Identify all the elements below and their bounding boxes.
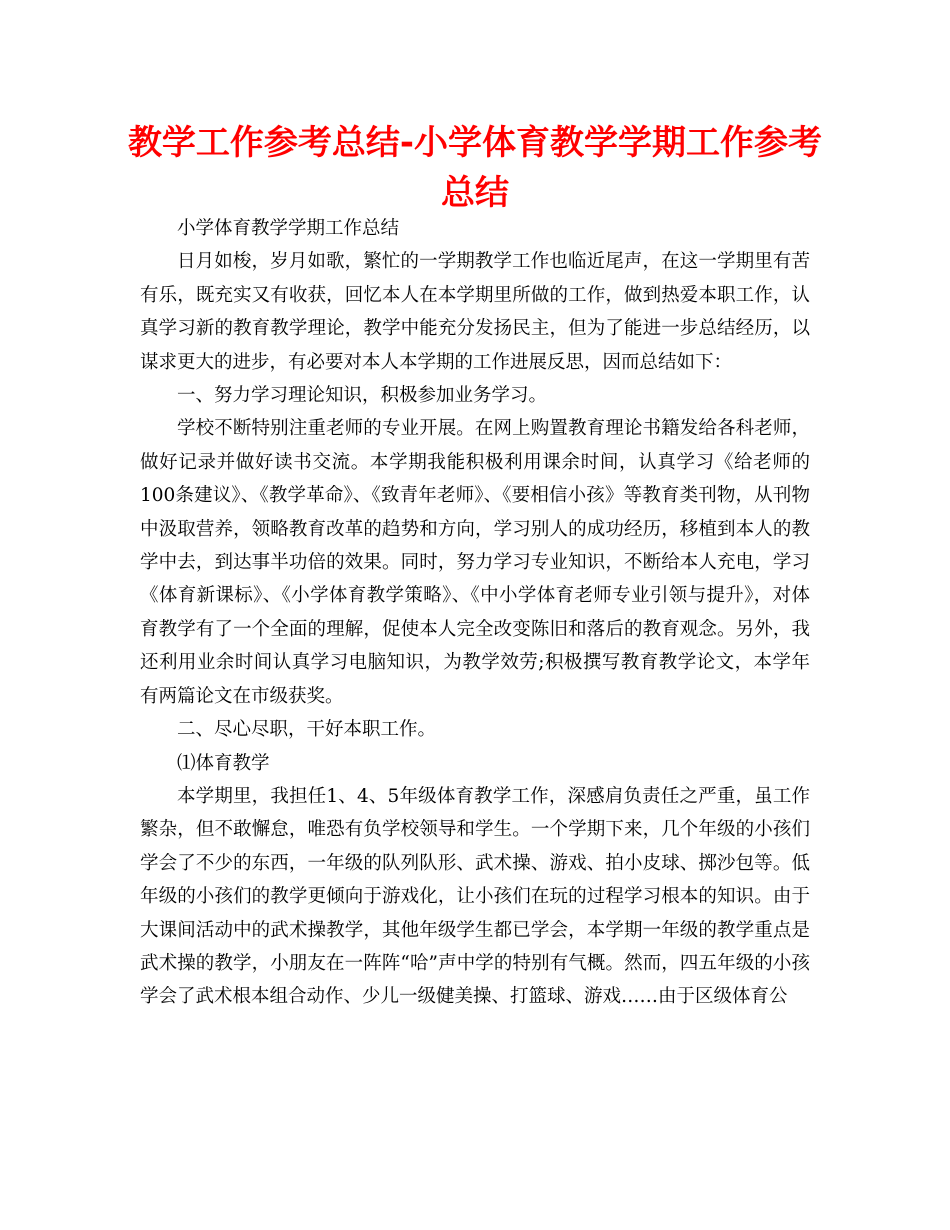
- paragraph-subtitle: 小学体育教学学期工作总结: [177, 218, 400, 239]
- paragraph-section-2: 本学期里，我担任1、4、5年级体育教学工作，深感肩负责任之严重，虽工作繁杂，但不敢懈怠，唯恐有负学校领导和学生。一个学期下来，几个年级的小孩们学会了不少的东西，一年级的队列队形、武术操、游戏、拍小皮球、掷沙包等。低年级的小孩们的教学更倾向于游戏化，让小孩们在玩的过程学习根本的知识。由于大课间活动中的武术操教学，其他年级学生都已学会，本学期一年级的教学重点是武术操的教学，小朋友在一阵阵“哈”声中学的特别有气概。然而，四五年级的小孩学会了武术根本组合动作、少儿一级健美操、打篮球、游戏……由于区级体育公: [140, 785, 810, 1008]
- subsection-heading-1: ⑴体育教学: [177, 752, 270, 774]
- document-title: 教学工作参考总结-小学体育教学学期工作参考总结: [127, 123, 823, 213]
- paragraph-section-1: 学校不断特别注重老师的专业开展。在网上购置教育理论书籍发给各科老师，做好记录并做好读书交流。本学期我能积极利用课余时间，认真学习《给老师的100条建议》、《教学革命》、《致青年老师》、《要相信小孩》等教育类刊物，从刊物中汲取营养，领略教育改革的趋势和方向，学习别人的成功经历，移植到本人的教学中去，到达事半功倍的效果。同时，努力学习专业知识，不断给本人充电，学习《体育新课标》、《小学体育教学策略》、《中小学体育老师专业引领与提升》，对体育教学有了一个全面的理解，促使本人完全改变陈旧和落后的教育观念。另外，我还利用业余时间认真学习电脑知识，为教学效劳;积极撰写教育教学论文，本学年有两篇论文在市级获奖。: [140, 418, 810, 707]
- document-body: [140, 212, 810, 1014]
- paragraph-intro: 日月如梭，岁月如歌，繁忙的一学期教学工作也临近尾声，在这一学期里有苦有乐，既充实又有收获，回忆本人在本学期里所做的工作，做到热爱本职工作，认真学习新的教育教学理论，教学中能充分发扬民主，但为了能进一步总结经历，以谋求更大的进步，有必要对本人本学期的工作进展反思，因而总结如下：: [140, 251, 810, 373]
- section-heading-1: 一、努力学习理论知识，积极参加业务学习。: [177, 385, 548, 407]
- section-heading-2: 二、尽心尽职，干好本职工作。: [177, 719, 437, 741]
